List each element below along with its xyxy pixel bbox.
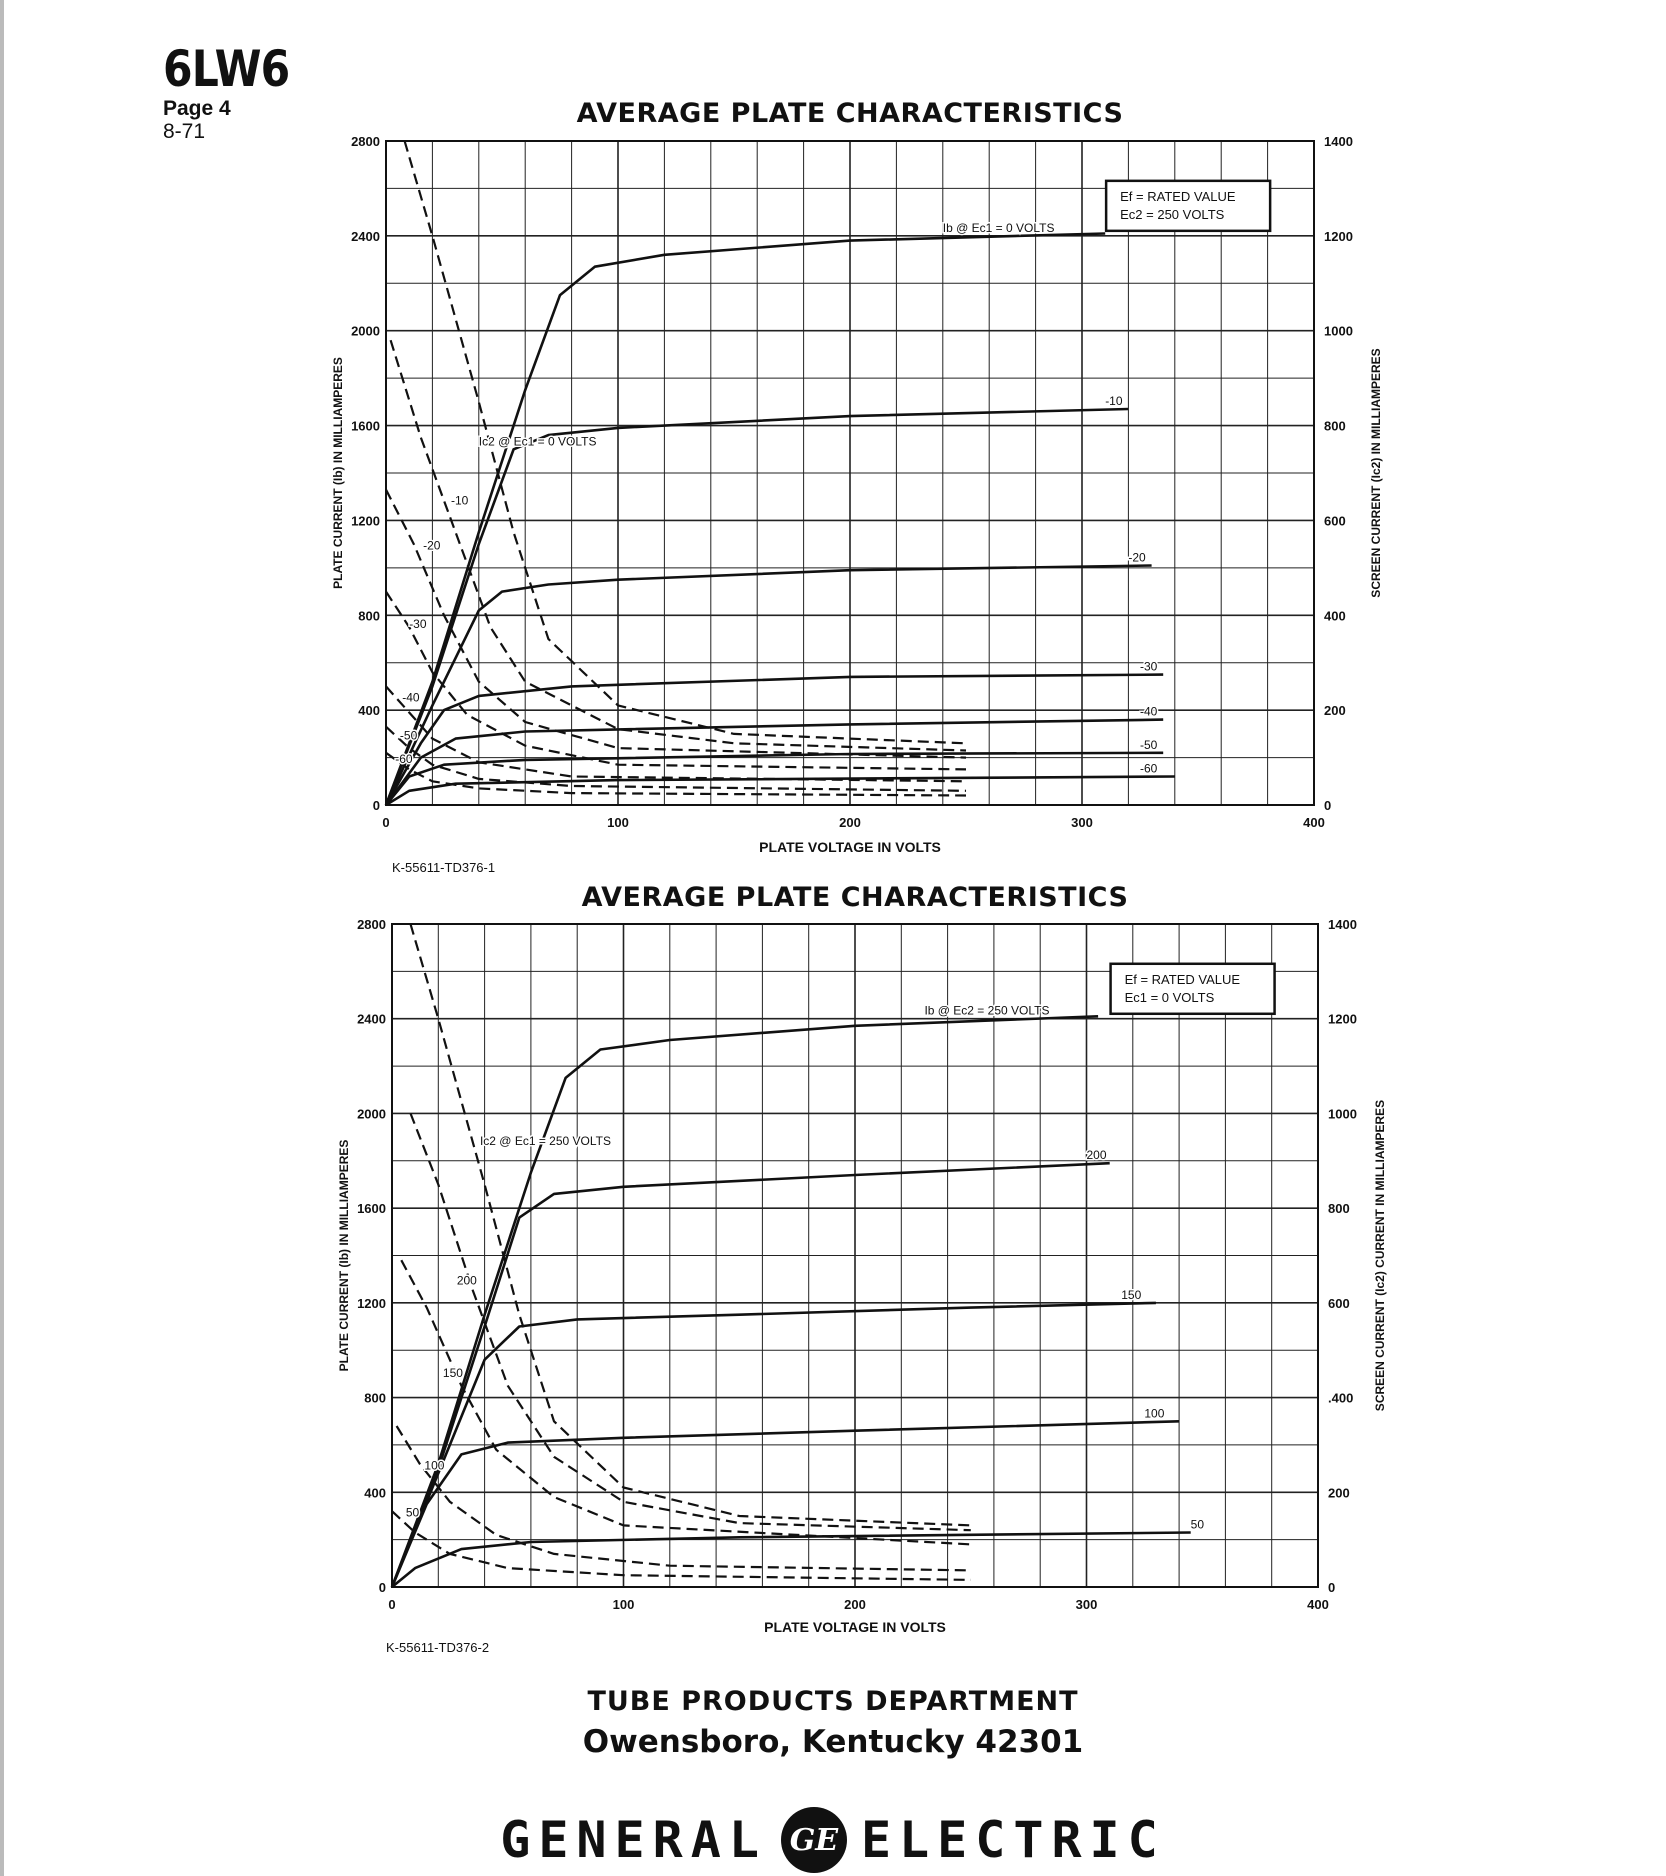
x-tick-label: 100 xyxy=(607,815,629,830)
y2-tick-label: 600 xyxy=(1328,1295,1350,1311)
y-tick-label: 2400 xyxy=(357,1011,386,1027)
series-label: 200 xyxy=(1086,1148,1107,1163)
y2-tick-label: 1400 xyxy=(1328,917,1357,932)
chart-bottom-reference: K-55611-TD376-2 xyxy=(386,1640,490,1655)
chart-title: AVERAGE PLATE CHARACTERISTICS xyxy=(576,98,1124,129)
series-label: Ib @ Ec2 = 250 VOLTS xyxy=(924,1003,1050,1018)
legend-entry: Ec2 = 250 VOLTS xyxy=(1120,206,1225,222)
x-tick-label: 300 xyxy=(1071,815,1093,830)
series-label: -40 xyxy=(402,690,420,705)
y2-tick-label: 1200 xyxy=(1324,228,1353,244)
series-label: -60 xyxy=(1140,761,1158,776)
y-tick-label: 1200 xyxy=(357,1295,386,1311)
y2-tick-label: 200 xyxy=(1324,703,1346,719)
plate-current-curve xyxy=(386,234,1105,806)
chart-bottom xyxy=(0,870,1666,1690)
y-tick-label: 2800 xyxy=(357,917,386,932)
series-label: Ic2 @ Ec1 = 250 VOLTS xyxy=(479,1133,612,1148)
legend-entry: Ef = RATED VALUE xyxy=(1120,188,1236,204)
series-label: 150 xyxy=(442,1365,463,1380)
series-label: -30 xyxy=(409,616,427,631)
y-tick-label: 0 xyxy=(378,1580,386,1595)
series-label: -10 xyxy=(450,493,469,508)
y2-tick-label: 600 xyxy=(1324,513,1346,529)
series-label: -20 xyxy=(1128,550,1146,565)
y-tick-label: 1200 xyxy=(351,513,380,529)
screen-current-curve xyxy=(386,753,966,796)
x-tick-label: 200 xyxy=(844,1597,866,1612)
y2-tick-label: 1400 xyxy=(1324,134,1353,149)
y-tick-label: 2400 xyxy=(351,228,380,244)
chart-top xyxy=(0,0,1666,870)
series-label: -10 xyxy=(1105,393,1123,408)
y2-axis-label: SCREEN CURRENT (Ic2) IN MILLIAMPERES xyxy=(1369,348,1383,598)
y2-tick-label: 0 xyxy=(1328,1580,1336,1595)
y-axis-label: PLATE CURRENT (Ib) IN MILLIAMPERES xyxy=(337,1139,351,1372)
y2-tick-label: 200 xyxy=(1328,1485,1350,1501)
chart-top-reference: K-55611-TD376-1 xyxy=(392,860,496,875)
y2-tick-label: 1200 xyxy=(1328,1011,1357,1027)
x-tick-label: 400 xyxy=(1307,1597,1329,1612)
series-label: Ic2 @ Ec1 = 0 VOLTS xyxy=(478,434,597,449)
y2-tick-label: 800 xyxy=(1324,418,1346,434)
y2-tick-label: 0 xyxy=(1324,798,1332,813)
department-location: Owensboro, Kentucky 42301 xyxy=(582,1724,1084,1760)
series-label: -50 xyxy=(1140,737,1158,752)
x-tick-label: 0 xyxy=(388,1597,396,1612)
plate-current-curve xyxy=(386,566,1152,806)
x-axis-label: PLATE VOLTAGE IN VOLTS xyxy=(764,1619,946,1635)
x-tick-label: 100 xyxy=(612,1597,635,1612)
y-tick-label: 400 xyxy=(358,703,380,719)
legend-entry: Ec1 = 0 VOLTS xyxy=(1124,989,1215,1005)
department-name: TUBE PRODUCTS DEPARTMENT xyxy=(587,1686,1079,1717)
series-label: 100 xyxy=(1144,1406,1165,1421)
y-tick-label: 800 xyxy=(358,608,380,624)
page-number: Page 4 xyxy=(163,97,231,120)
y-tick-label: 400 xyxy=(364,1485,386,1501)
y2-tick-label: 400 xyxy=(1324,608,1346,624)
screen-current-curve xyxy=(386,592,966,770)
series-label: 50 xyxy=(405,1505,420,1520)
legend-entry: Ef = RATED VALUE xyxy=(1124,971,1241,987)
brand-right-word: ELECTRIC xyxy=(860,1811,1166,1869)
series-label: -40 xyxy=(1140,704,1158,719)
y-tick-label: 0 xyxy=(372,798,380,813)
y2-tick-label: .400 xyxy=(1328,1390,1354,1406)
plate-current-curve xyxy=(386,675,1163,805)
brand-left-word: GENERAL xyxy=(500,1811,767,1869)
series-label: -20 xyxy=(423,538,441,553)
x-tick-label: 0 xyxy=(382,815,390,830)
ge-logo: GE xyxy=(781,1807,847,1873)
series-label: 200 xyxy=(456,1273,477,1288)
y2-tick-label: 1000 xyxy=(1324,323,1353,339)
y-axis-label: PLATE CURRENT (Ib) IN MILLIAMPERES xyxy=(331,357,345,589)
series-label: -30 xyxy=(1140,659,1158,674)
y-tick-label: 2800 xyxy=(351,134,380,149)
y2-axis-label: SCREEN CURRENT (Ic2) CURRENT IN MILLIAMPERES xyxy=(1373,1099,1387,1412)
tube-type: 6LW6 xyxy=(163,40,290,98)
series-label: 100 xyxy=(424,1458,445,1473)
screen-current-curve xyxy=(411,1113,971,1530)
plate-current-curve xyxy=(392,1016,1098,1587)
revision-date: 8-71 xyxy=(163,120,206,143)
screen-current-curve xyxy=(386,686,966,781)
plate-current-curve xyxy=(392,1421,1179,1587)
series-label: 50 xyxy=(1190,1517,1205,1532)
series-label: -50 xyxy=(399,728,418,743)
y-tick-label: 800 xyxy=(364,1390,386,1406)
x-axis-label: PLATE VOLTAGE IN VOLTS xyxy=(759,839,941,855)
plate-current-curve xyxy=(392,1533,1191,1588)
y-tick-label: 1600 xyxy=(357,1201,386,1217)
chart-title: AVERAGE PLATE CHARACTERISTICS xyxy=(581,882,1129,913)
y-tick-label: 1600 xyxy=(351,418,380,434)
series-label: Ib @ Ec1 = 0 VOLTS xyxy=(942,220,1055,235)
x-tick-label: 300 xyxy=(1075,1597,1098,1612)
y-tick-label: 2000 xyxy=(351,323,380,339)
x-tick-label: 400 xyxy=(1303,815,1325,830)
y-tick-label: 2000 xyxy=(357,1106,386,1122)
legend-box xyxy=(1111,964,1275,1014)
x-tick-label: 200 xyxy=(839,815,861,830)
brand-mark xyxy=(0,1812,1666,1868)
y2-tick-label: 1000 xyxy=(1328,1106,1357,1122)
y2-tick-label: 800 xyxy=(1328,1201,1350,1217)
legend-box xyxy=(1106,181,1270,231)
series-label: -60 xyxy=(395,752,413,767)
series-label: 150 xyxy=(1121,1287,1142,1302)
screen-current-curve xyxy=(391,340,966,750)
grid xyxy=(392,924,1318,1587)
